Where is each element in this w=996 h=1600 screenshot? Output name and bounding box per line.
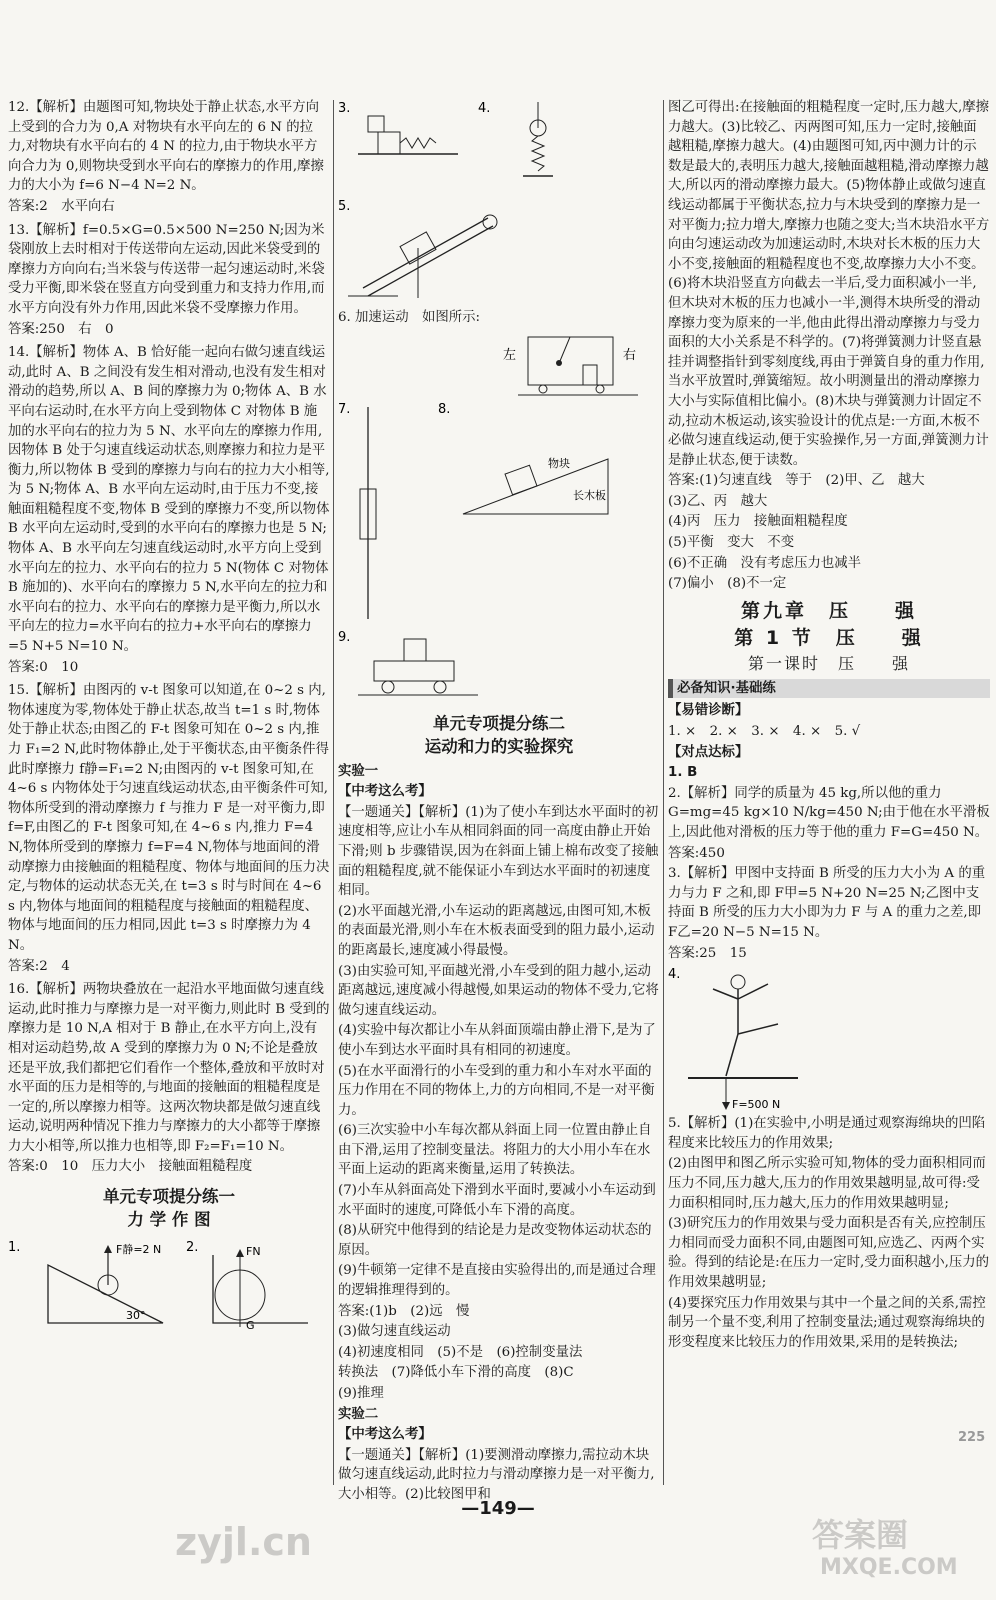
question-3: 3.【解析】甲图中支持面 B 所受的压力大小为 A 的重力与力 F 之和,即 F甲=5 N+20 N=25 N;乙图中支持面 B 所受的压力大小即为力 F 与 A 的重力之差,即 F乙=20 N−5 N=15 N。 — [668, 866, 986, 940]
question-5: (4)要探究压力作用效果与其中一个量之间的关系,需控制另一个量不变,利用了控制变量法;通过观察海绵块的形变程度来比较压力的作用效果,采用的是转换法; — [668, 1295, 986, 1350]
force-label: F=500 N — [732, 1098, 781, 1112]
column-3 — [668, 98, 990, 1353]
exp1-answer: (9)推理 — [338, 1386, 384, 1401]
practice-heading: 【对点达标】 — [668, 744, 749, 760]
figure-number: 1. — [8, 1240, 21, 1256]
figure-4-dancer — [668, 964, 988, 1114]
exp2-answer: (3)乙、丙 越大 — [668, 493, 768, 509]
section-title-line: 单元专项提分练二 — [433, 713, 565, 733]
exp1-analysis-2: (2)水平面越光滑,小车运动的距离越远,由图可知,木板的表面最光滑,则小车在木板表面受到的阻力最小,运动的距离最长,速度减小得最慢。 — [338, 903, 655, 958]
exp1-answer: 答案:(1)b (2)远 慢 — [338, 1303, 470, 1319]
board-label: 长木板 — [573, 488, 606, 502]
section-title-line: 运动和力的实验探究 — [424, 736, 574, 756]
section-title-line: 力 学 作 图 — [127, 1210, 211, 1230]
exp1-analysis-6: (6)三次实验中小车每次都从斜面上同一位置由静止自由下滑,运用了控制变量法。将阻力的大小用小车在水平面上运动的距离来衡量,运用了转换法。 — [338, 1123, 652, 1178]
exp2-answer: (4)丙 压力 接触面粗糙程度 — [668, 514, 848, 530]
watermark-url: MXQE.COM — [820, 1555, 958, 1580]
column-divider — [333, 100, 334, 1485]
exp1-analysis-8: (8)从研究中他得到的结论是力是改变物体运动状态的原因。 — [338, 1223, 652, 1258]
exp1-analysis-9: (9)牛顿第一定律不是直接由实验得出的,而是通过合理的逻辑推理得到的。 — [338, 1263, 656, 1299]
error-diagnosis-heading: 【易错诊断】 — [668, 703, 749, 719]
question-13: 13.【解析】f=0.5×G=0.5×500 N=250 N;因为米袋刚放上去时相对于传送带向左运动,因此米袋受到的摩擦力方向向右;当米袋与传送带一起匀速运动时,米袋受力平衡,即米袋在竖直方向受到重力和支持力作用,而水平方向没有外力作用,因此米袋不受摩擦力作用。 — [8, 222, 325, 316]
exp1-analysis-1: 【一题通关】【解析】(1)为了使小车到达水平面时的初速度相等,应让小车从相同斜面的同一高度由静止开始下滑;则 b 步骤错误,因为在斜面上铺上棉布改变了接触面的粗糙程度,就不能保证小车到达水平面时的初速度相同。 — [338, 804, 659, 899]
figure-1-2 — [8, 1235, 328, 1331]
exp2-answer: 答案:(1)匀速直线 等于 (2)甲、乙 越大 — [668, 473, 925, 489]
experiment-2-heading: 实验二 — [338, 1406, 379, 1422]
figures-7-9 — [338, 399, 658, 704]
exam-heading: 【中考这么考】 — [338, 784, 432, 800]
answer-14: 答案:0 10 — [8, 659, 79, 675]
answer-16: 答案:0 10 压力大小 接触面粗糙程度 — [8, 1159, 253, 1175]
exp1-answer: 转换法 (7)降低小车下滑的高度 (8)C — [338, 1365, 574, 1381]
page-number: —149— — [461, 1498, 535, 1519]
column-2 — [338, 98, 660, 1506]
exp1-analysis-3: (3)由实验可知,平面越光滑,小车受到的阻力越小,运动距离越远,速度减小得越慢,如果运动的物体不受力,它将做匀速直线运动。 — [338, 963, 659, 1018]
figure-number: 2. — [186, 1240, 199, 1256]
exp2-analysis-1: 【一题通关】【解析】(1)要测滑动摩擦力,需拉动木块做匀速直线运动,此时拉力与滑动摩擦力是一对平衡力,大小相等。(2)比较图甲和 — [338, 1447, 655, 1502]
error-diagnosis-answers: 1. × 2. × 3. × 4. × 5. √ — [668, 724, 861, 740]
exp1-answer: (3)做匀速直线运动 — [338, 1324, 451, 1340]
figures-3-5 — [338, 98, 658, 308]
column-divider — [663, 100, 664, 1485]
question-12: 12.【解析】由题图可知,物块处于静止状态,水平方向上受到的合力为 0,A 对物块有水平向左的 6 N 的拉力,对物块有水平向右的 4 N 的拉力,由于物块水平方向合力为 0,则物块受到水平向右的摩擦力的作用,摩擦力的大小为 f=6 N−4 N=2 N。 — [8, 100, 324, 194]
question-15: 15.【解析】由图丙的 v-t 图象可以知道,在 0~2 s 内,物体速度为零,物体处于静止状态,故当 t=1 s 时,物体处于静止状态;由图乙的 F-t 图象可知在 0~2 s 内,推力 F₁=2 N,此时物体静止,处于平衡状态,由平衡条件得此时摩擦力 f静=F₁=2 N;由图丙的 v-t 图象可知,在 4~6 s 内物体处于匀速直线运动状态,由平衡条件可知,物体所受到的滑动摩擦力 f 与推力 F 是一对平衡力,即 f=F,由图乙的 F-t 图象可知,在 4~6 s 内,推力 F=4 N,物体所受到的摩擦力 f=F=4 N,物体与地面间的滑动摩擦力由接触面的粗糙程度、物体与地面间的压力决定,与物体的运动状态无关,在 t=3 s 时与时间在 4~6 s 内,物体与地面间的粗糙程度与接触面的粗糙程度、物体与地面间的压力相同,因此 t=3 s 时摩擦力为 4 N。 — [8, 683, 330, 953]
exp2-answer: (7)偏小 (8)不一定 — [668, 576, 787, 592]
question-5: (2)由图甲和图乙所示实验可知,物体的受力面积相同而压力不同,压力越大,压力的作用效果越明显,故可得:受力面积相同时,压力越大,压力的作用效果越明显; — [668, 1156, 986, 1211]
answer-13: 答案:250 右 0 — [8, 321, 114, 337]
chapter-title: 第九章 压 强 — [740, 599, 917, 622]
block-label: 物块 — [548, 456, 570, 470]
answer-2: 答案:450 — [668, 845, 725, 861]
figure-number: 9. — [338, 629, 351, 645]
exp1-analysis-4: (4)实验中每次都让小车从斜面顶端由静止滑下,是为了使小车到达水平面时具有相同的初速度。 — [338, 1023, 656, 1058]
answer-15: 答案:2 4 — [8, 958, 70, 974]
figure-number: 4. — [478, 101, 491, 116]
section-title-1 — [8, 1185, 330, 1231]
exp2-answer: (5)平衡 变大 不变 — [668, 535, 795, 551]
figure-number: 7. — [338, 401, 351, 417]
force-label: FN — [246, 1245, 261, 1259]
question-5: 5.【解析】(1)在实验中,小明是通过观察海绵块的凹陷程度来比较压力的作用效果; — [668, 1116, 986, 1151]
question-2: 2.【解析】同学的质量为 45 kg,所以他的重力 G=mg=45 kg×10 N/kg=450 N;由于他在水平滑板上,因此他对滑板的压力等于他的重力 F=G=450 N。 — [668, 785, 990, 840]
experiment-1-heading: 实验一 — [338, 763, 379, 779]
answer-3: 答案:25 15 — [668, 945, 747, 961]
angle-label: 30° — [126, 1309, 146, 1323]
knowledge-bar: 必备知识·基础练 — [668, 679, 990, 699]
section-title-2 — [338, 712, 660, 758]
direction-left: 左 — [503, 347, 517, 363]
question-1: 1. B — [668, 765, 698, 781]
figure-number: 8. — [438, 401, 451, 417]
force-label: G — [246, 1319, 255, 1332]
section-title-line: 单元专项提分练一 — [103, 1187, 235, 1207]
direction-right: 右 — [623, 347, 637, 363]
watermark-right: 答案圈 — [812, 1516, 909, 1554]
figure-6 — [338, 329, 658, 399]
exam-heading: 【中考这么考】 — [338, 1427, 432, 1443]
question-6: 6. 加速运动 如图所示: — [338, 310, 481, 325]
corner-mark: 225 — [958, 1430, 986, 1445]
exp1-analysis-5: (5)在水平面滑行的小车受到的重力和小车对水平面的压力作用在不同的物体上,力的方向相同,不是一对平衡力。 — [338, 1063, 655, 1118]
exp2-analysis-cont: 图乙可得出:在接触面的粗糙程度一定时,压力越大,摩擦力越大。(3)比较乙、丙两图可知,压力一定时,接触面越粗糙,摩擦力越大。(4)由题图可知,丙中测力计的示数是最大的,表明压力越大,接触面越粗糙,滑动摩擦力越大,所以丙的滑动摩擦力最大。(5)物体静止或做匀速直线运动都属于平衡状态,拉力与木块受到的摩擦力是一对平衡力;拉力增大,摩擦力也随之变大;当木块沿水平方向由匀速运动改为加速运动时,木块对长木板的压力大小不变,接触面的粗糙程度也不变,故摩擦力大小不变。(6)将木块沿竖直方向截去一半后,受力面积减小一半,但木块对木板的压力也减小一半,测得木块所受的滑动摩擦力变为原来的一半,他由此得出滑动摩擦力与受力面积的大小关系是不科学的。(7)将弹簧测力计竖直悬挂并调整指针到零刻度线,再由于弹簧自身的重力作用,当水平放置时,弹簧缩短。故小明测量出的滑动摩擦力大小与实际值相比偏小。(8)木块与弹簧测力计固定不动,拉动木板运动,该实验设计的优点是:一方面,木板不必做匀速直线运动,便于实验操作,另一方面,弹簧测力计是静止状态,便于读数。 — [668, 100, 990, 468]
exp2-answer: (6)不正确 没有考虑压力也减半 — [668, 555, 862, 571]
exp1-answer: (4)初速度相同 (5)不是 (6)控制变量法 — [338, 1344, 583, 1360]
question-16: 16.【解析】两物块叠放在一起沿水平地面做匀速直线运动,此时推力与摩擦力是一对平衡力,则此时 B 受到的摩擦力是 10 N,A 相对于 B 静止,在水平方向上,没有相对运动趋势,故 A 受到的摩擦力为 0 N;不论是叠放还是平放,我们都把它们看作一个整体,叠放和平放时对水平面的压力是相等的,与地面的接触面的粗糙程度是一定的,所以摩擦力相等。这两次物块都是做匀速直线运动,说明两种情况下推力与摩擦力的大小都等于摩擦力大小相等,所以推力也相等,即 F₂=F₁=10 N。 — [8, 982, 330, 1154]
figure-number: 4. — [668, 967, 681, 983]
figure-number: 3. — [338, 101, 351, 116]
question-5: (3)研究压力的作用效果与受力面积是否有关,应控制压力相同而受力面积不同,由题图可知,应选乙、丙两个实验。得到的结论是:在压力一定时,受力面积越小,压力的作用效果越明显; — [668, 1216, 990, 1290]
section-heading: 第 1 节 压 强 — [734, 626, 924, 649]
question-14: 14.【解析】物体 A、B 恰好能一起向右做匀速直线运动,此时 A、B 之间没有发生相对滑动,也没有发生相对滑动的趋势,所以 A、B 间的摩擦力为 0;物体 A、B 水平向右运动时,在水平方向上受到物体 C 对物体 B 施加的水平向右的拉力为 5 N、水平向左的摩擦力作用,因物体 B 处于匀速直线运动状态,则摩擦力和拉力是平衡力,所以物体 B 受到的摩擦力与向右的拉力大小相等,为 5 N;物体 A、B 水平向左运动时,由于压力不变,接触面粗糙程度不变,物体 B 受到的摩擦力不变,所以物体 B 水平向左运动时,受到的水平向右的摩擦力也是 5 N;物体 A、B 水平向左匀速直线运动时,水平方向上受到水平向左的拉力、水平向右的拉力 5 N(物体 C 对物体 B 施加的)、水平向右的摩擦力 5 N,水平向左的拉力和水平向右的拉力、水平向右的摩擦力是平衡力,所以水平向左的拉力=水平向右的拉力+水平向右的摩擦力=5 N+5 N=10 N。 — [8, 345, 330, 655]
figure-number: 5. — [338, 199, 351, 214]
exp1-analysis-7: (7)小车从斜面高处下滑到水平面时,要减小小车运动到水平面时的速度,可降低小车下滑的高度。 — [338, 1183, 656, 1218]
lesson-heading: 第一课时 压 强 — [747, 653, 910, 673]
column-1 — [8, 98, 330, 1331]
watermark-left: zyjl.cn — [175, 1520, 312, 1564]
answer-12: 答案:2 水平向右 — [8, 198, 115, 214]
force-label: F静=2 N — [116, 1243, 162, 1257]
